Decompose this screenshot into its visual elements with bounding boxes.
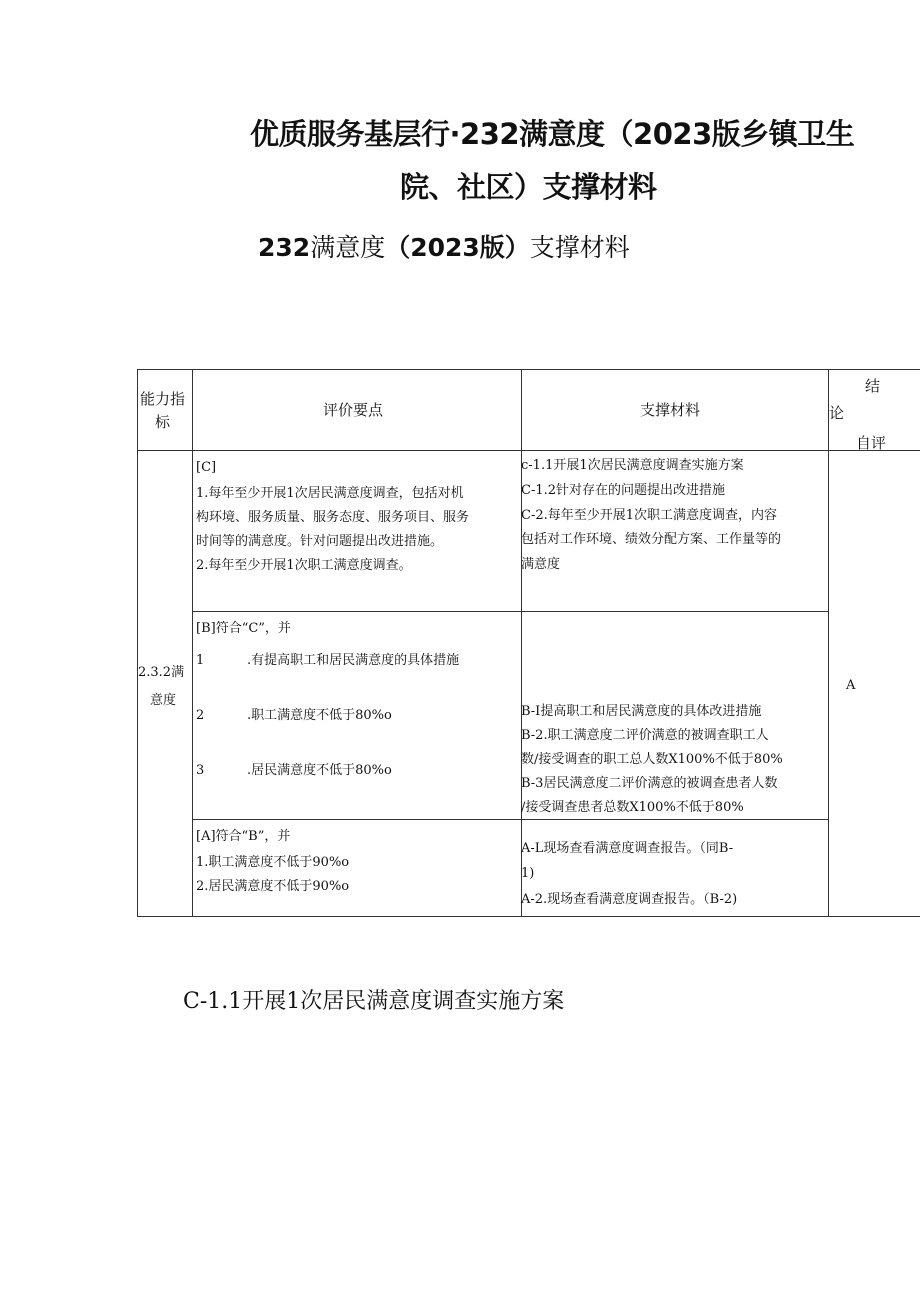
section-heading: C-1.1开展1次居民满意度调查实施方案	[183, 989, 565, 1014]
a-material-1-cont: 1)	[521, 866, 535, 881]
header-key-points: 评价要点	[323, 401, 384, 419]
table-border-bottom	[137, 916, 920, 917]
row-divider-b-a	[192, 819, 829, 820]
subtitle-version: （2023版）	[385, 233, 530, 262]
b-key-point-2: .职工满意度不低于80%o	[247, 708, 392, 723]
b-material-3: 数/接受调查的职工总人数X100%不低于80%	[521, 752, 783, 767]
document-title-line1: 优质服务基层行·232满意度（2023版乡镇卫生	[250, 117, 855, 151]
column-divider-1	[192, 369, 193, 917]
a-key-point-2: 2.居民满意度不低于90%o	[196, 879, 350, 894]
c-key-point-5: 2.每年至少开展1次职工满意度调查。	[196, 558, 412, 573]
c-key-point-4: 时间等的满意度。针对问题提出改进措施。	[196, 534, 444, 549]
indicator-line1: 2.3.2满	[138, 665, 185, 680]
header-conclusion-2: 论	[829, 404, 845, 422]
header-indicator-line2: 标	[155, 413, 171, 431]
b-key-point-3: .居民满意度不低于80%o	[247, 763, 392, 778]
header-conclusion-1: 结	[865, 377, 881, 395]
indicator-line2: 意度	[150, 693, 177, 708]
c-key-point-3: 构环境、服务质量、服务态度、服务项目、服务	[196, 510, 470, 525]
row-divider-c-b	[192, 611, 829, 612]
a-material-1: A-L现场查看满意度调查报告。（同B-	[521, 841, 734, 856]
c-material-3: C-2.每年至少开展1次职工满意度调查，内容	[521, 508, 778, 523]
subtitle-tail: 支撑材料	[529, 233, 630, 262]
document-title-line2: 院、社区）支撑材料	[400, 170, 657, 204]
header-materials: 支撑材料	[640, 401, 701, 419]
a-material-2: A-2.现场查看满意度调查报告。（B-2)	[521, 892, 738, 907]
table-header-divider	[137, 450, 920, 451]
document-subtitle	[258, 228, 630, 264]
c-material-4: 包括对工作环境、绩效分配方案、工作量等的	[521, 532, 782, 547]
c-material-1: c-1.1开展1次居民满意度调查实施方案	[521, 458, 744, 473]
table-border-top	[137, 369, 920, 370]
b-material-1: B-I提高职工和居民满意度的具体改进措施	[521, 704, 762, 719]
c-key-point-1: [C]	[196, 460, 217, 475]
column-divider-2	[521, 369, 522, 917]
subtitle-number: 232	[258, 233, 311, 262]
b-key-point-1-number: 1	[196, 653, 205, 668]
column-divider-3	[828, 369, 829, 917]
evaluation-table	[137, 369, 920, 917]
c-material-2: C-1.2针对存在的问题提出改进措施	[521, 483, 726, 498]
self-evaluation-result: A	[846, 678, 856, 693]
subtitle-word: 满意度	[310, 233, 386, 262]
header-indicator-line1: 能力指	[140, 390, 186, 408]
a-key-point-heading: [A]符合“B”，并	[196, 829, 291, 844]
b-material-4: B-3居民满意度二评价满意的被调查患者人数	[521, 776, 778, 791]
header-conclusion-3: 自评	[856, 434, 887, 452]
b-material-2: B-2.职工满意度二评价满意的被调查职工人	[521, 728, 769, 743]
b-key-point-heading: [B]符合“C”，并	[196, 621, 291, 636]
b-key-point-1: .有提高职工和居民满意度的具体措施	[247, 653, 460, 668]
b-key-point-3-number: 3	[196, 763, 205, 778]
c-key-point-2: 1.每年至少开展1次居民满意度调查，包括对机	[196, 486, 464, 501]
a-key-point-1: 1.职工满意度不低于90%o	[196, 855, 350, 870]
b-key-point-2-number: 2	[196, 708, 205, 723]
b-material-5: /接受调查患者总数X100%不低于80%	[521, 800, 744, 815]
table-border-left	[137, 369, 138, 917]
c-material-5: 满意度	[521, 557, 561, 572]
